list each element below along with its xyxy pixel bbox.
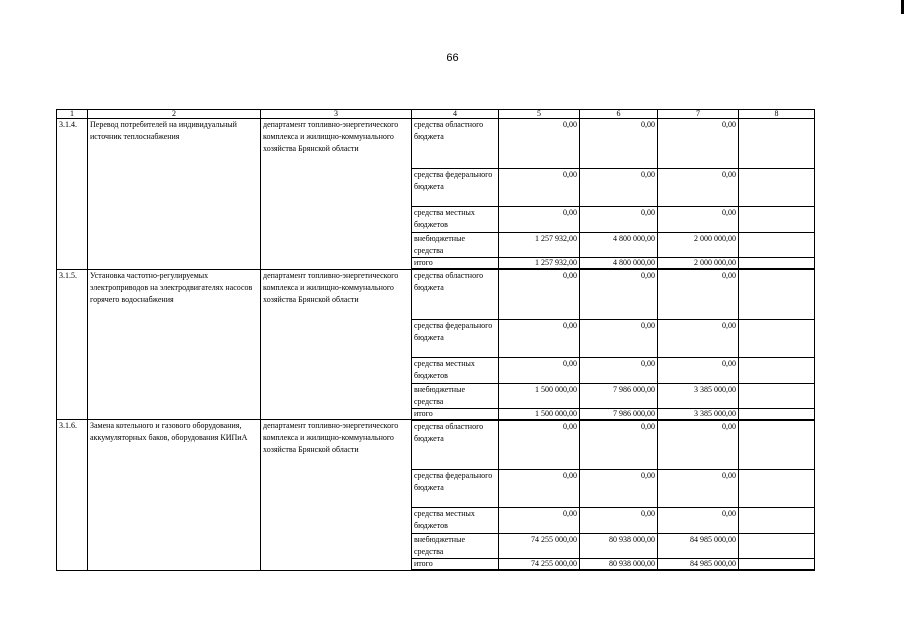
funding-source: средства местных бюджетов	[412, 508, 499, 534]
header-cell: 8	[739, 110, 815, 119]
table-row	[57, 119, 815, 169]
value-col7: 0,00	[658, 169, 739, 207]
value-col8	[739, 119, 815, 169]
funding-source: итого	[412, 408, 499, 420]
value-col6: 80 938 000,00	[580, 534, 658, 559]
value-col8	[739, 470, 815, 508]
funding-source: внебюджетные средства	[412, 534, 499, 559]
value-col5: 0,00	[499, 119, 580, 169]
value-col5: 0,00	[499, 420, 580, 470]
item-name: Замена котельного и газового оборудования, аккумуляторных баков, оборудования КИПиА	[88, 420, 261, 571]
item-executor: департамент топливно-энергетического комплекса и жилищно-коммунального хозяйства Брянской области	[261, 269, 412, 420]
funding-source: средства федерального бюджета	[412, 319, 499, 357]
table-row	[57, 420, 815, 470]
value-col8	[739, 383, 815, 408]
item-name: Перевод потребителей на индивидуальный источник теплоснабжения	[88, 119, 261, 270]
funding-source: внебюджетные средства	[412, 383, 499, 408]
table-body	[57, 119, 815, 571]
value-col8	[739, 319, 815, 357]
value-col7: 0,00	[658, 119, 739, 169]
value-col5: 0,00	[499, 470, 580, 508]
value-col5: 0,00	[499, 207, 580, 233]
value-col7: 2 000 000,00	[658, 233, 739, 258]
value-col8	[739, 508, 815, 534]
value-col7: 0,00	[658, 508, 739, 534]
value-col8	[739, 357, 815, 383]
value-col5: 74 255 000,00	[499, 534, 580, 559]
value-col5: 0,00	[499, 269, 580, 319]
value-col5: 0,00	[499, 357, 580, 383]
header-cell: 5	[499, 110, 580, 119]
item-name: Установка частотно-регулируемых электроприводов на электродвигателях насосов горячего водоснабжения	[88, 269, 261, 420]
value-col7: 3 385 000,00	[658, 408, 739, 420]
value-col7: 0,00	[658, 357, 739, 383]
value-col8	[739, 534, 815, 559]
value-col6: 80 938 000,00	[580, 559, 658, 571]
value-col7: 0,00	[658, 470, 739, 508]
value-col8	[739, 408, 815, 420]
value-col8	[739, 258, 815, 270]
value-col7: 3 385 000,00	[658, 383, 739, 408]
item-executor: департамент топливно-энергетического комплекса и жилищно-коммунального хозяйства Брянской области	[261, 119, 412, 270]
funding-source: средства федерального бюджета	[412, 169, 499, 207]
value-col6: 0,00	[580, 470, 658, 508]
budget-table	[56, 109, 815, 571]
value-col6: 7 986 000,00	[580, 383, 658, 408]
value-col8	[739, 169, 815, 207]
value-col6: 0,00	[580, 420, 658, 470]
page-number: 66	[446, 52, 459, 64]
value-col7: 0,00	[658, 319, 739, 357]
value-col5: 1 500 000,00	[499, 383, 580, 408]
header-cell: 1	[57, 110, 88, 119]
value-col7: 0,00	[658, 269, 739, 319]
value-col8	[739, 559, 815, 571]
value-col6: 0,00	[580, 319, 658, 357]
funding-source: средства областного бюджета	[412, 119, 499, 169]
funding-source: итого	[412, 559, 499, 571]
value-col7: 0,00	[658, 420, 739, 470]
header-cell: 4	[412, 110, 499, 119]
value-col8	[739, 269, 815, 319]
funding-source: средства областного бюджета	[412, 420, 499, 470]
header-cell: 7	[658, 110, 739, 119]
table-row	[57, 269, 815, 319]
item-code: 3.1.4.	[57, 119, 88, 270]
value-col7: 0,00	[658, 207, 739, 233]
table-header	[57, 110, 815, 119]
value-col6: 0,00	[580, 207, 658, 233]
funding-source: средства федерального бюджета	[412, 470, 499, 508]
value-col7: 84 985 000,00	[658, 559, 739, 571]
value-col6: 0,00	[580, 269, 658, 319]
value-col6: 4 800 000,00	[580, 258, 658, 270]
value-col6: 4 800 000,00	[580, 233, 658, 258]
funding-source: внебюджетные средства	[412, 233, 499, 258]
funding-source: итого	[412, 258, 499, 270]
header-cell: 2	[88, 110, 261, 119]
funding-source: средства местных бюджетов	[412, 207, 499, 233]
value-col6: 7 986 000,00	[580, 408, 658, 420]
value-col5: 1 257 932,00	[499, 233, 580, 258]
header-cell: 6	[580, 110, 658, 119]
value-col5: 74 255 000,00	[499, 559, 580, 571]
value-col5: 1 500 000,00	[499, 408, 580, 420]
value-col5: 0,00	[499, 508, 580, 534]
value-col7: 2 000 000,00	[658, 258, 739, 270]
value-col6: 0,00	[580, 169, 658, 207]
value-col8	[739, 233, 815, 258]
value-col6: 0,00	[580, 508, 658, 534]
value-col8	[739, 207, 815, 233]
value-col6: 0,00	[580, 119, 658, 169]
item-code: 3.1.6.	[57, 420, 88, 571]
item-code: 3.1.5.	[57, 269, 88, 420]
funding-source: средства областного бюджета	[412, 269, 499, 319]
item-executor: департамент топливно-энергетического комплекса и жилищно-коммунального хозяйства Брянской области	[261, 420, 412, 571]
value-col5: 0,00	[499, 169, 580, 207]
scan-edge-mark	[901, 0, 904, 14]
value-col5: 1 257 932,00	[499, 258, 580, 270]
value-col7: 84 985 000,00	[658, 534, 739, 559]
header-cell: 3	[261, 110, 412, 119]
value-col8	[739, 420, 815, 470]
funding-source: средства местных бюджетов	[412, 357, 499, 383]
value-col5: 0,00	[499, 319, 580, 357]
value-col6: 0,00	[580, 357, 658, 383]
